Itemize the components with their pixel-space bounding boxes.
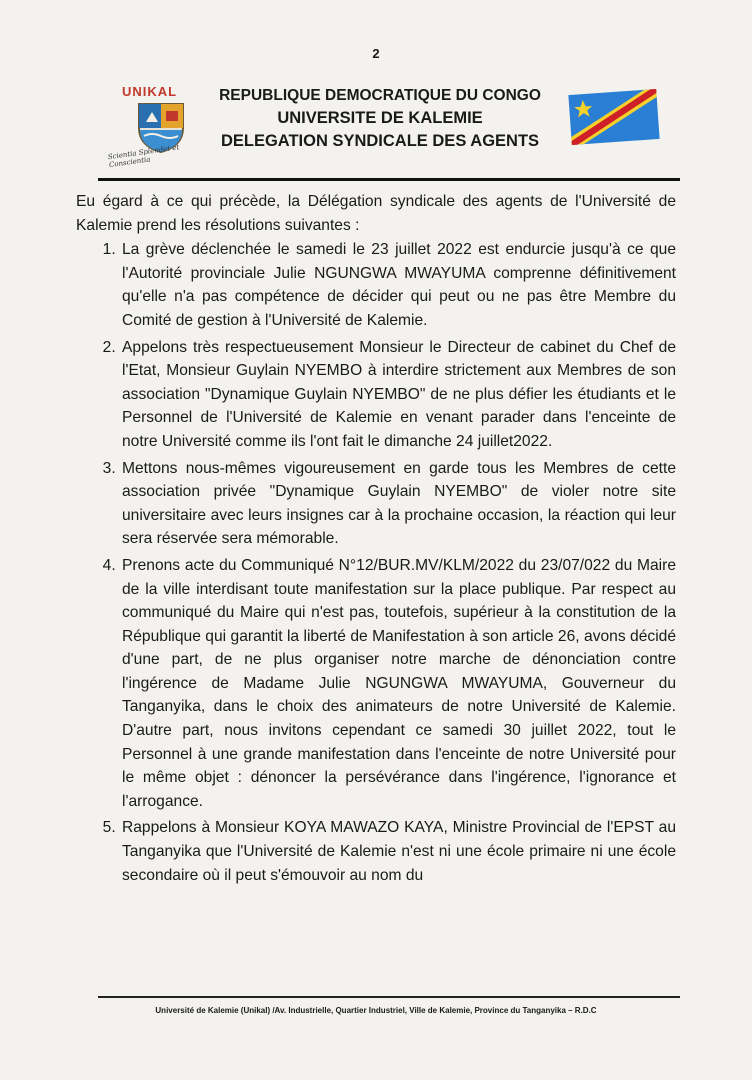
document-body bbox=[76, 190, 676, 890]
footer-divider bbox=[98, 996, 680, 998]
university-logo bbox=[108, 84, 212, 170]
drc-flag-icon bbox=[566, 86, 662, 148]
resolution-item: 4. Prenons acte du Communiqué N°12/BUR.MV/KLM/2022 du 23/07/022 du Maire de la ville interdisant toute manifestation sur la place publique. Par respect au communiqué du Maire qui n'est pas, toutefois, supérieur à la constitution de la République qui garantit la liberté de Manifestation à son article 26, avons décidé d'une part, de ne plus organiser notre marche de dénonciation contre l'ingérence de Madame Julie NGUNGWA MWAYUMA, Gouverneur du Tanganyika, dans le choix des animateurs de notre Université de Kalemie. D'autre part, nous invitons cependant ce samedi 30 juillet 2022, tout le Personnel à une grande manifestation dans l'enceinte de notre Université pour le même objet : dénoncer la persévérance dans l'ingérence, l'ignorance et l'arrogance. bbox=[120, 554, 676, 814]
header-university: UNIVERSITE DE KALEMIE bbox=[277, 109, 483, 127]
logo-motto: Scientia Splendet et Conscientia bbox=[107, 143, 180, 170]
header-country: REPUBLIQUE DEMOCRATIQUE DU CONGO bbox=[219, 87, 541, 104]
intro-paragraph: Eu égard à ce qui précède, la Délégation syndicale des agents de l'Université de Kalemie prend les résolutions suivantes : bbox=[76, 193, 676, 234]
resolution-item: 5. Rappelons à Monsieur KOYA MAWAZO KAYA, Ministre Provincial de l'EPST au Tanganyika que l'Université de Kalemie n'est ni une école primaire ni une école secondaire où il peut s'émouvoir au nom du bbox=[120, 816, 676, 887]
header-delegation: DELEGATION SYNDICALE DES AGENTS bbox=[220, 132, 540, 150]
page-number: 2 bbox=[372, 46, 380, 61]
header-divider bbox=[98, 178, 680, 181]
resolution-item: 3. Mettons nous-mêmes vigoureusement en garde tous les Membres de cette association privée "Dynamique Guylain NYEMBO" de violer notre site universitaire avec leurs insignes car à la prochaine occasion, la réaction qui leur sera réservée sera mémorable. bbox=[120, 457, 676, 551]
resolution-item: 1. La grève déclenchée le samedi le 23 juillet 2022 est endurcie jusqu'à ce que l'Autorité provinciale Julie NGUNGWA MWAYUMA comprenne définitivement qu'elle n'a pas compétence de décider qui peut ou ne pas être Membre du Comité de gestion à l'Université de Kalemie. bbox=[120, 238, 676, 332]
resolutions-list bbox=[76, 238, 676, 887]
resolution-item: 2. Appelons très respectueusement Monsieur le Directeur de cabinet du Chef de l'Etat, Monsieur Guylain NYEMBO à interdire strictement aux Membres de son association "Dynamique Guylain NYEMBO" de ne plus défier les étudiants et le Personnel de l'Université de Kalemie en venant parader dans l'enceinte de notre Université comme ils l'ont fait le dimanche 24 juillet2022. bbox=[120, 336, 676, 454]
footer-address: Université de Kalemie (Unikal) /Av. Industrielle, Quartier Industriel, Ville de Kalemie, Province du Tanganyika – R.D.C bbox=[155, 1006, 597, 1015]
logo-brand: UNIKAL bbox=[122, 84, 178, 99]
letterhead bbox=[200, 84, 560, 153]
